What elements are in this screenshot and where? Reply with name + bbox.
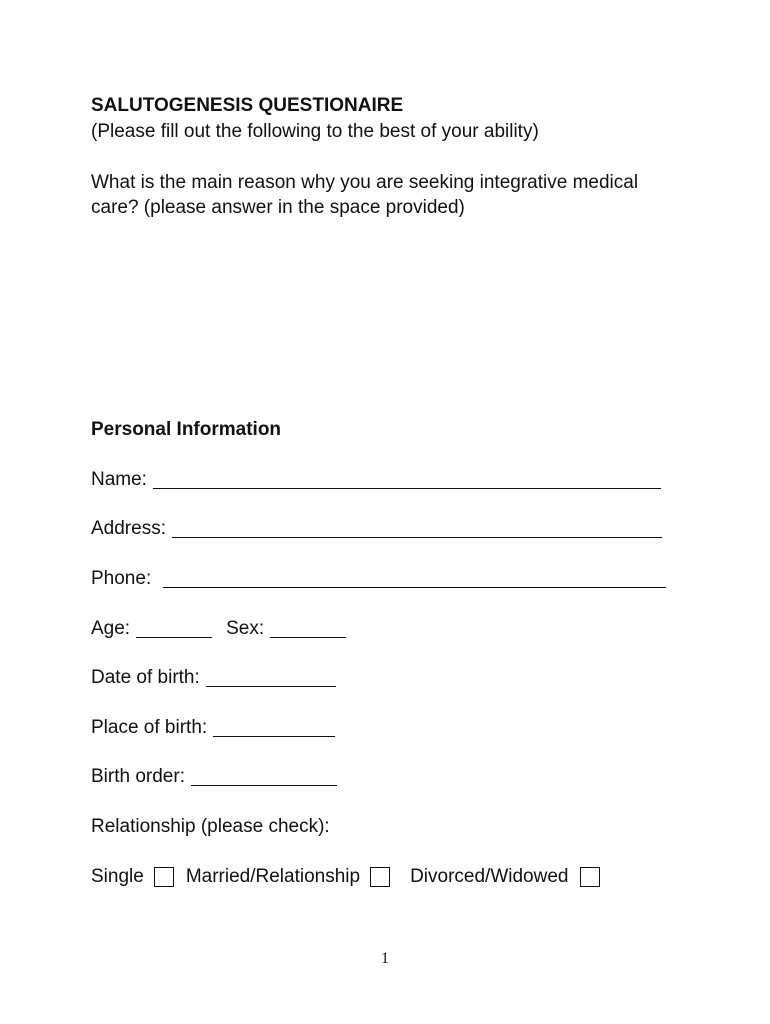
section-heading-personal-information: Personal Information (91, 419, 282, 440)
single-checkbox[interactable] (154, 867, 174, 887)
phone-field[interactable] (163, 569, 666, 588)
question-text-line-1: What is the main reason why you are seeking integrative medical (91, 172, 639, 193)
age-label: Age: (91, 618, 131, 639)
birth-order-field[interactable] (191, 767, 337, 786)
relationship-options (91, 864, 600, 890)
divorced-option-label: Divorced/Widowed (410, 866, 569, 887)
date-of-birth-row (91, 666, 336, 690)
age-field[interactable] (136, 619, 212, 638)
address-row (91, 517, 662, 541)
birth-order-label: Birth order: (91, 766, 185, 787)
age-sex-row (91, 617, 346, 641)
question-text-line-2: care? (please answer in the space provided) (91, 197, 465, 218)
date-of-birth-label: Date of birth: (91, 667, 200, 688)
address-label: Address: (91, 518, 166, 539)
sex-label: Sex: (226, 618, 265, 639)
sex-field[interactable] (270, 619, 346, 638)
phone-row (91, 567, 666, 591)
date-of-birth-field[interactable] (206, 668, 336, 687)
place-of-birth-label: Place of birth: (91, 717, 208, 738)
instructions-text: (Please fill out the following to the best of your ability) (91, 121, 539, 142)
relationship-label: Relationship (please check): (91, 816, 330, 837)
document-title: SALUTOGENESIS QUESTIONAIRE (91, 95, 404, 116)
birth-order-row (91, 765, 337, 789)
place-of-birth-field[interactable] (213, 718, 335, 737)
name-row (91, 468, 661, 492)
page-number: 1 (381, 950, 389, 967)
divorced-widowed-checkbox[interactable] (580, 867, 600, 887)
address-field[interactable] (172, 519, 662, 538)
name-label: Name: (91, 469, 147, 490)
name-field[interactable] (153, 470, 661, 489)
answer-space[interactable] (91, 230, 671, 400)
married-relationship-checkbox[interactable] (370, 867, 390, 887)
married-option-label: Married/Relationship (185, 866, 361, 887)
place-of-birth-row (91, 716, 335, 740)
single-option-label: Single (91, 866, 144, 887)
phone-label: Phone: (91, 568, 152, 589)
